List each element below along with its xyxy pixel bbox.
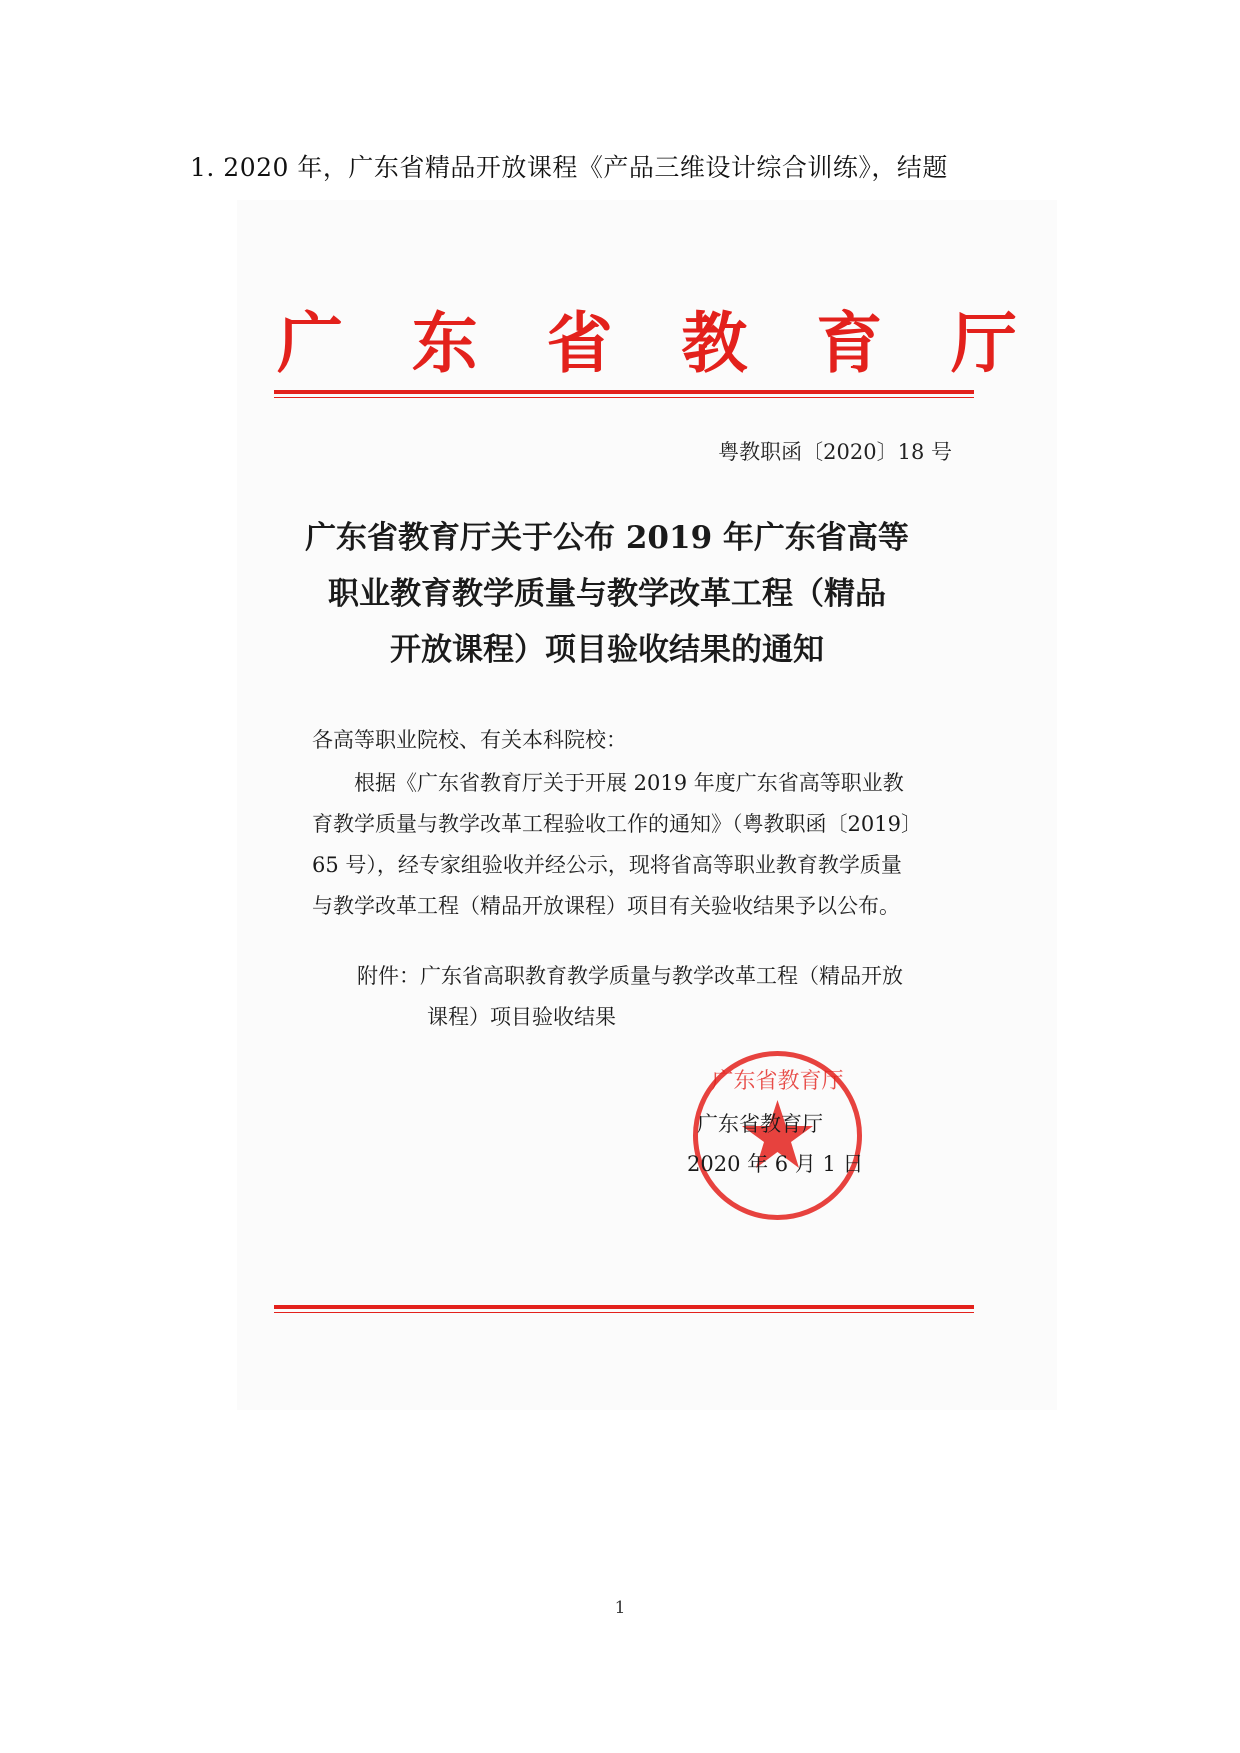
seal-text: 广东省教育厅 (711, 1069, 844, 1094)
attachment-line: 课程）项目验收结果 (427, 1005, 616, 1029)
letterhead-char: 教 (681, 304, 748, 382)
page-number: 1 (614, 1598, 626, 1618)
issuer-name: 广东省教育厅 (697, 1112, 823, 1136)
body-line: 育教学质量与教学改革工程验收工作的通知》（粤教职函〔2019〕 (312, 812, 922, 836)
document-number: 粤教职函〔2020〕18 号 (718, 440, 952, 464)
attachment-line: 附件：广东省高职教育教学质量与教学改革工程（精品开放 (357, 964, 903, 988)
letterhead-char: 东 (411, 304, 478, 382)
notice-body (312, 763, 972, 927)
letterhead-title (277, 304, 1017, 382)
body-line: 与教学改革工程（精品开放课程）项目有关验收结果予以公布。 (312, 894, 900, 918)
letterhead-char: 广 (277, 304, 343, 382)
notice-title-line: 开放课程）项目验收结果的通知 (390, 632, 824, 668)
footer-divider (274, 1305, 974, 1313)
notice-title (287, 510, 927, 678)
body-line: 根据《广东省教育厅关于开展 2019 年度广东省高等职业教 (312, 771, 904, 795)
letterhead-char: 厅 (950, 304, 1017, 382)
notice-title-line: 广东省教育厅关于公布 2019 年广东省高等 (305, 520, 909, 556)
attachment-note (357, 956, 977, 1038)
addressee: 各高等职业院校、有关本科院校： (312, 728, 627, 752)
letterhead-divider (274, 390, 974, 398)
notice-title-line: 职业教育教学质量与教学改革工程（精品 (328, 576, 886, 612)
document-caption: 1. 2020 年，广东省精品开放课程《产品三维设计综合训练》，结题 (190, 153, 948, 182)
letterhead-char: 省 (546, 304, 613, 382)
body-line: 65 号），经专家组验收并经公示，现将省高等职业教育教学质量 (312, 853, 902, 877)
issue-date: 2020 年 6 月 1 日 (687, 1152, 864, 1176)
scanned-notice (237, 200, 1057, 1410)
letterhead-char: 育 (816, 304, 883, 382)
